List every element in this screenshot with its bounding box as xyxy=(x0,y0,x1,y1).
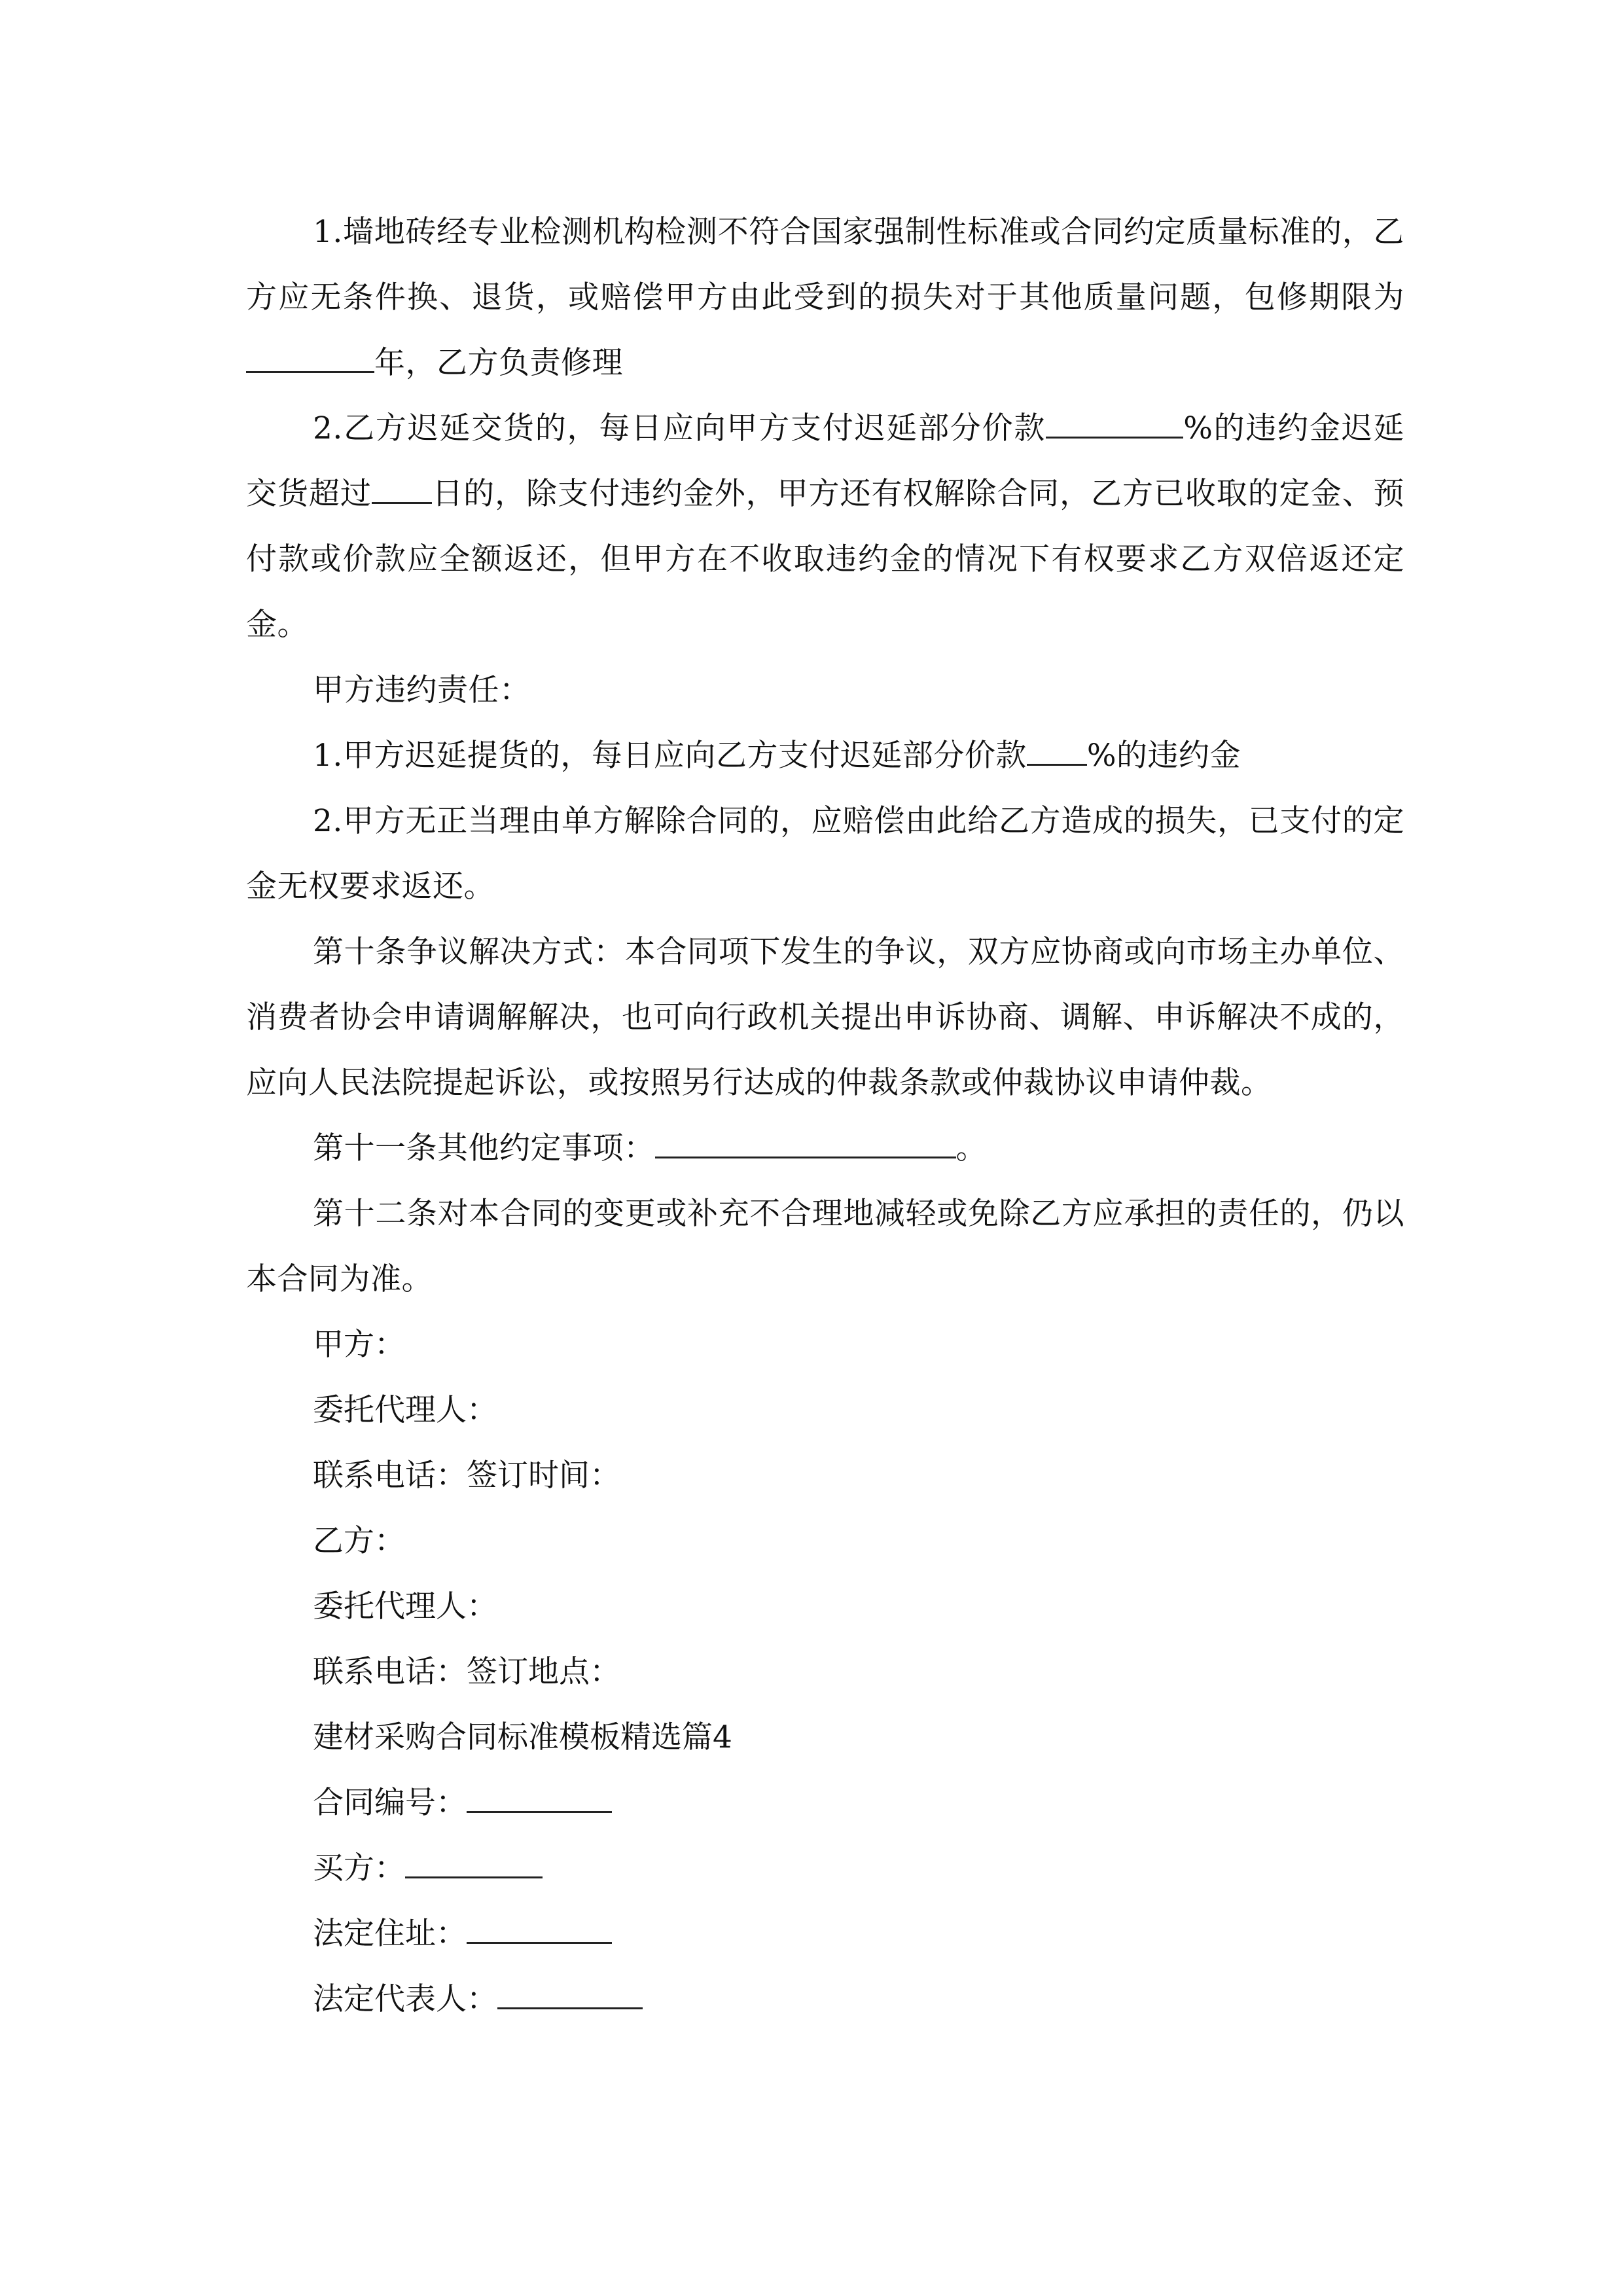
blank-buyer xyxy=(405,1850,543,1878)
field-legal-representative: 法定代表人： xyxy=(246,1967,1404,2032)
signature-party-a: 甲方： xyxy=(313,1327,405,1363)
paragraph-amendment-clause: 第十二条对本合同的变更或补充不合理地减轻或免除乙方应承担的责任的，仍以本合同为准。 xyxy=(246,1196,1404,1297)
blank-contract-number xyxy=(467,1785,612,1813)
paragraph-other-matters: 第十一条其他约定事项： 。 xyxy=(313,1130,987,1166)
signature-party-b: 乙方： xyxy=(313,1523,405,1559)
blank-legal-representative xyxy=(497,1981,643,2009)
document-page xyxy=(246,200,1404,2032)
paragraph-dispute-resolution: 第十条争议解决方式：本合同项下发生的争议，双方应协商或向市场主办单位、消费者协会申请调解解决，也可向行政机关提出申诉协商、调解、申诉解决不成的，应向人民法院提起诉讼，或按照另行达成的仲裁条款或仲裁协议申请仲裁。 xyxy=(246,934,1404,1101)
signature-phone-place: 联系电话：签订地点： xyxy=(313,1654,620,1690)
paragraph-termination-clause: 2.甲方无正当理由单方解除合同的，应赔偿由此给乙方造成的损失，已支付的定金无权要求返还。 xyxy=(246,803,1404,905)
blank-legal-address xyxy=(467,1916,612,1944)
signature-agent-b: 委托代理人： xyxy=(313,1588,497,1624)
paragraph-quality-clause: 1.墙地砖经专业检测机构检测不符合国家强制性标准或合同约定质量标准的，乙方应无条件换、退货，或赔偿甲方由此受到的损失对于其他质量问题，包修期限为年，乙方负责修理 xyxy=(246,214,1404,381)
signature-phone-time: 联系电话：签订时间： xyxy=(313,1458,620,1494)
paragraph-late-delivery-clause: 2.乙方迟延交货的，每日应向甲方支付迟延部分价款 %的违约金迟延交货超过 日的，除支付违约金外，甲方还有权解除合同，乙方已收取的定金、预付款或价款应全额返还，但甲方在不收取违约金的情况下有权要求乙方双倍返还定金。 xyxy=(246,410,1405,643)
blank-warranty-years xyxy=(246,345,374,373)
blank-late-days xyxy=(372,476,432,504)
blank-other-matters xyxy=(655,1130,956,1158)
field-legal-address: 法定住址： xyxy=(246,1901,1404,1967)
field-buyer: 买方： xyxy=(246,1836,1404,1901)
blank-penalty-percent xyxy=(1046,410,1183,439)
section-title: 建材采购合同标准模板精选篇4 xyxy=(313,1719,732,1755)
paragraph-late-pickup-clause: 1.甲方迟延提货的，每日应向乙方支付迟延部分价款 %的违约金 xyxy=(313,738,1241,774)
blank-pickup-penalty-percent xyxy=(1027,738,1087,766)
field-contract-number: 合同编号： xyxy=(246,1770,1404,1836)
heading-party-a-liability: 甲方违约责任： xyxy=(313,672,531,708)
signature-agent-a: 委托代理人： xyxy=(313,1392,497,1428)
